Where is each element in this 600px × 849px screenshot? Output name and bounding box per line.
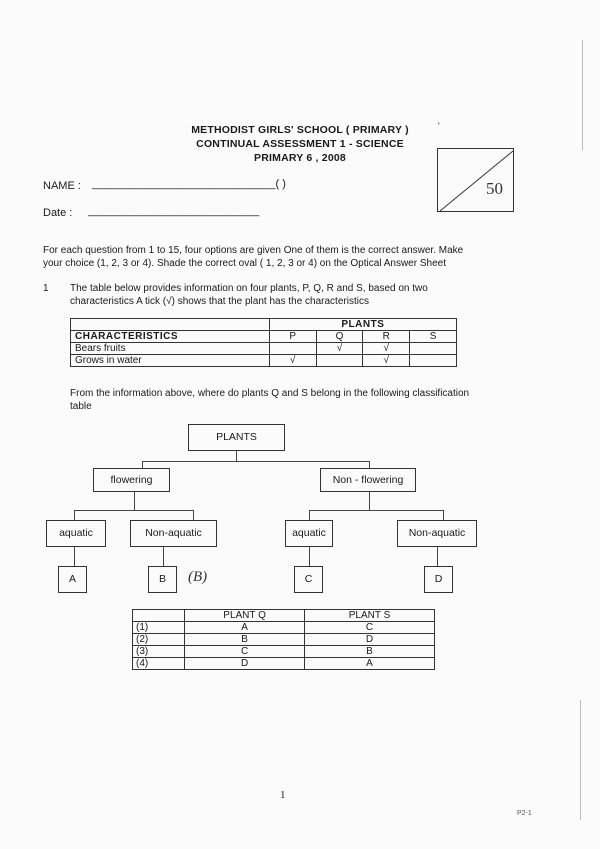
follow-up-line1: From the information above, where do plants Q and S belong in the following classification: [70, 388, 470, 399]
tree-leaf-b: B: [148, 566, 177, 593]
name-label: NAME :: [43, 180, 81, 192]
plant-p-header: P: [269, 331, 316, 343]
follow-up-line2: table: [70, 401, 92, 412]
option-q-value: D: [185, 658, 305, 670]
connector: [309, 510, 444, 511]
question-stem-line1: The table below provides information on four plants, P, Q, R and S, based on two: [70, 283, 428, 294]
plant-r-header: R: [363, 331, 410, 343]
tree-node-non-flowering: Non - flowering: [320, 468, 416, 492]
score-diagonal: [438, 149, 515, 213]
characteristics-header: CHARACTERISTICS: [71, 331, 270, 343]
tick-cell: [410, 355, 457, 367]
tree-leaf-c: C: [294, 566, 323, 593]
question-stem-line2: characteristics A tick (√) shows that the plant has the characteristics: [70, 296, 369, 307]
option-number: (4): [133, 658, 185, 670]
plant-q-header: Q: [316, 331, 363, 343]
tree-node-flowering: flowering: [93, 468, 170, 492]
score-total: 50: [486, 179, 503, 198]
instructions-line2: your choice (1, 2, 3 or 4). Shade the correct oval ( 1, 2, 3 or 4) on the Optical Answer Sheet: [43, 258, 446, 269]
table-row: [133, 646, 435, 658]
stray-mark: ': [438, 121, 440, 131]
tree-leaf-a: A: [58, 566, 87, 593]
option-number: (2): [133, 634, 185, 646]
row-label: Grows in water: [71, 355, 270, 367]
tree-node-aquatic-right: aquatic: [285, 520, 333, 547]
name-field: ______________________________( ): [92, 178, 286, 190]
school-name: METHODIST GIRLS' SCHOOL ( PRIMARY ): [191, 124, 409, 136]
tree-leaf-d: D: [424, 566, 453, 593]
score-box: [437, 148, 514, 212]
option-number: (3): [133, 646, 185, 658]
option-q-value: C: [185, 646, 305, 658]
plant-characteristics-table: [70, 318, 457, 367]
plant-q-column-header: PLANT Q: [185, 610, 305, 622]
tick-cell: [269, 343, 316, 355]
table-row: [133, 658, 435, 670]
tree-node-nonaquatic-left: Non-aquatic: [130, 520, 217, 547]
connector: [309, 546, 310, 566]
option-q-value: B: [185, 634, 305, 646]
row-label: Bears fruits: [71, 343, 270, 355]
connector: [163, 546, 164, 566]
tick-cell: √: [363, 355, 410, 367]
plant-s-header: S: [410, 331, 457, 343]
connector: [74, 510, 75, 520]
tick-cell: √: [316, 343, 363, 355]
table-row: [71, 355, 457, 367]
date-label: Date :: [43, 207, 73, 219]
table-row: [133, 634, 435, 646]
option-s-value: A: [304, 658, 434, 670]
question-number: 1: [43, 283, 49, 294]
plants-group-header: PLANTS: [269, 319, 456, 331]
tick-cell: √: [363, 343, 410, 355]
tick-cell: √: [269, 355, 316, 367]
handwritten-answer: (B): [188, 569, 208, 585]
connector: [74, 510, 194, 511]
plant-s-column-header: PLANT S: [304, 610, 434, 622]
connector: [369, 491, 370, 511]
tree-node-aquatic-left: aquatic: [46, 520, 106, 547]
connector: [142, 461, 370, 462]
level-year: PRIMARY 6 , 2008: [254, 152, 346, 164]
tree-root-plants: PLANTS: [188, 424, 285, 451]
option-s-value: B: [304, 646, 434, 658]
instructions-line1: For each question from 1 to 15, four options are given One of them is the correct answer. Make: [43, 245, 464, 256]
connector: [193, 510, 194, 520]
page-number: 1: [280, 789, 286, 801]
table-row: [71, 343, 457, 355]
connector: [74, 546, 75, 566]
answer-options-table: [132, 609, 435, 670]
tick-cell: [316, 355, 363, 367]
assessment-title: CONTINUAL ASSESSMENT 1 - SCIENCE: [196, 138, 404, 150]
connector: [134, 491, 135, 511]
tick-cell: [410, 343, 457, 355]
option-s-value: C: [304, 622, 434, 634]
option-number: (1): [133, 622, 185, 634]
table-row: [133, 622, 435, 634]
page-code: P2-1: [517, 810, 532, 817]
connector: [309, 510, 310, 520]
scan-edge-mark: [582, 40, 583, 150]
date-field: ____________________________: [88, 205, 260, 217]
scan-edge-mark: [580, 700, 581, 820]
tree-node-nonaquatic-right: Non-aquatic: [397, 520, 477, 547]
connector: [437, 546, 438, 566]
connector: [443, 510, 444, 520]
option-s-value: D: [304, 634, 434, 646]
option-q-value: A: [185, 622, 305, 634]
